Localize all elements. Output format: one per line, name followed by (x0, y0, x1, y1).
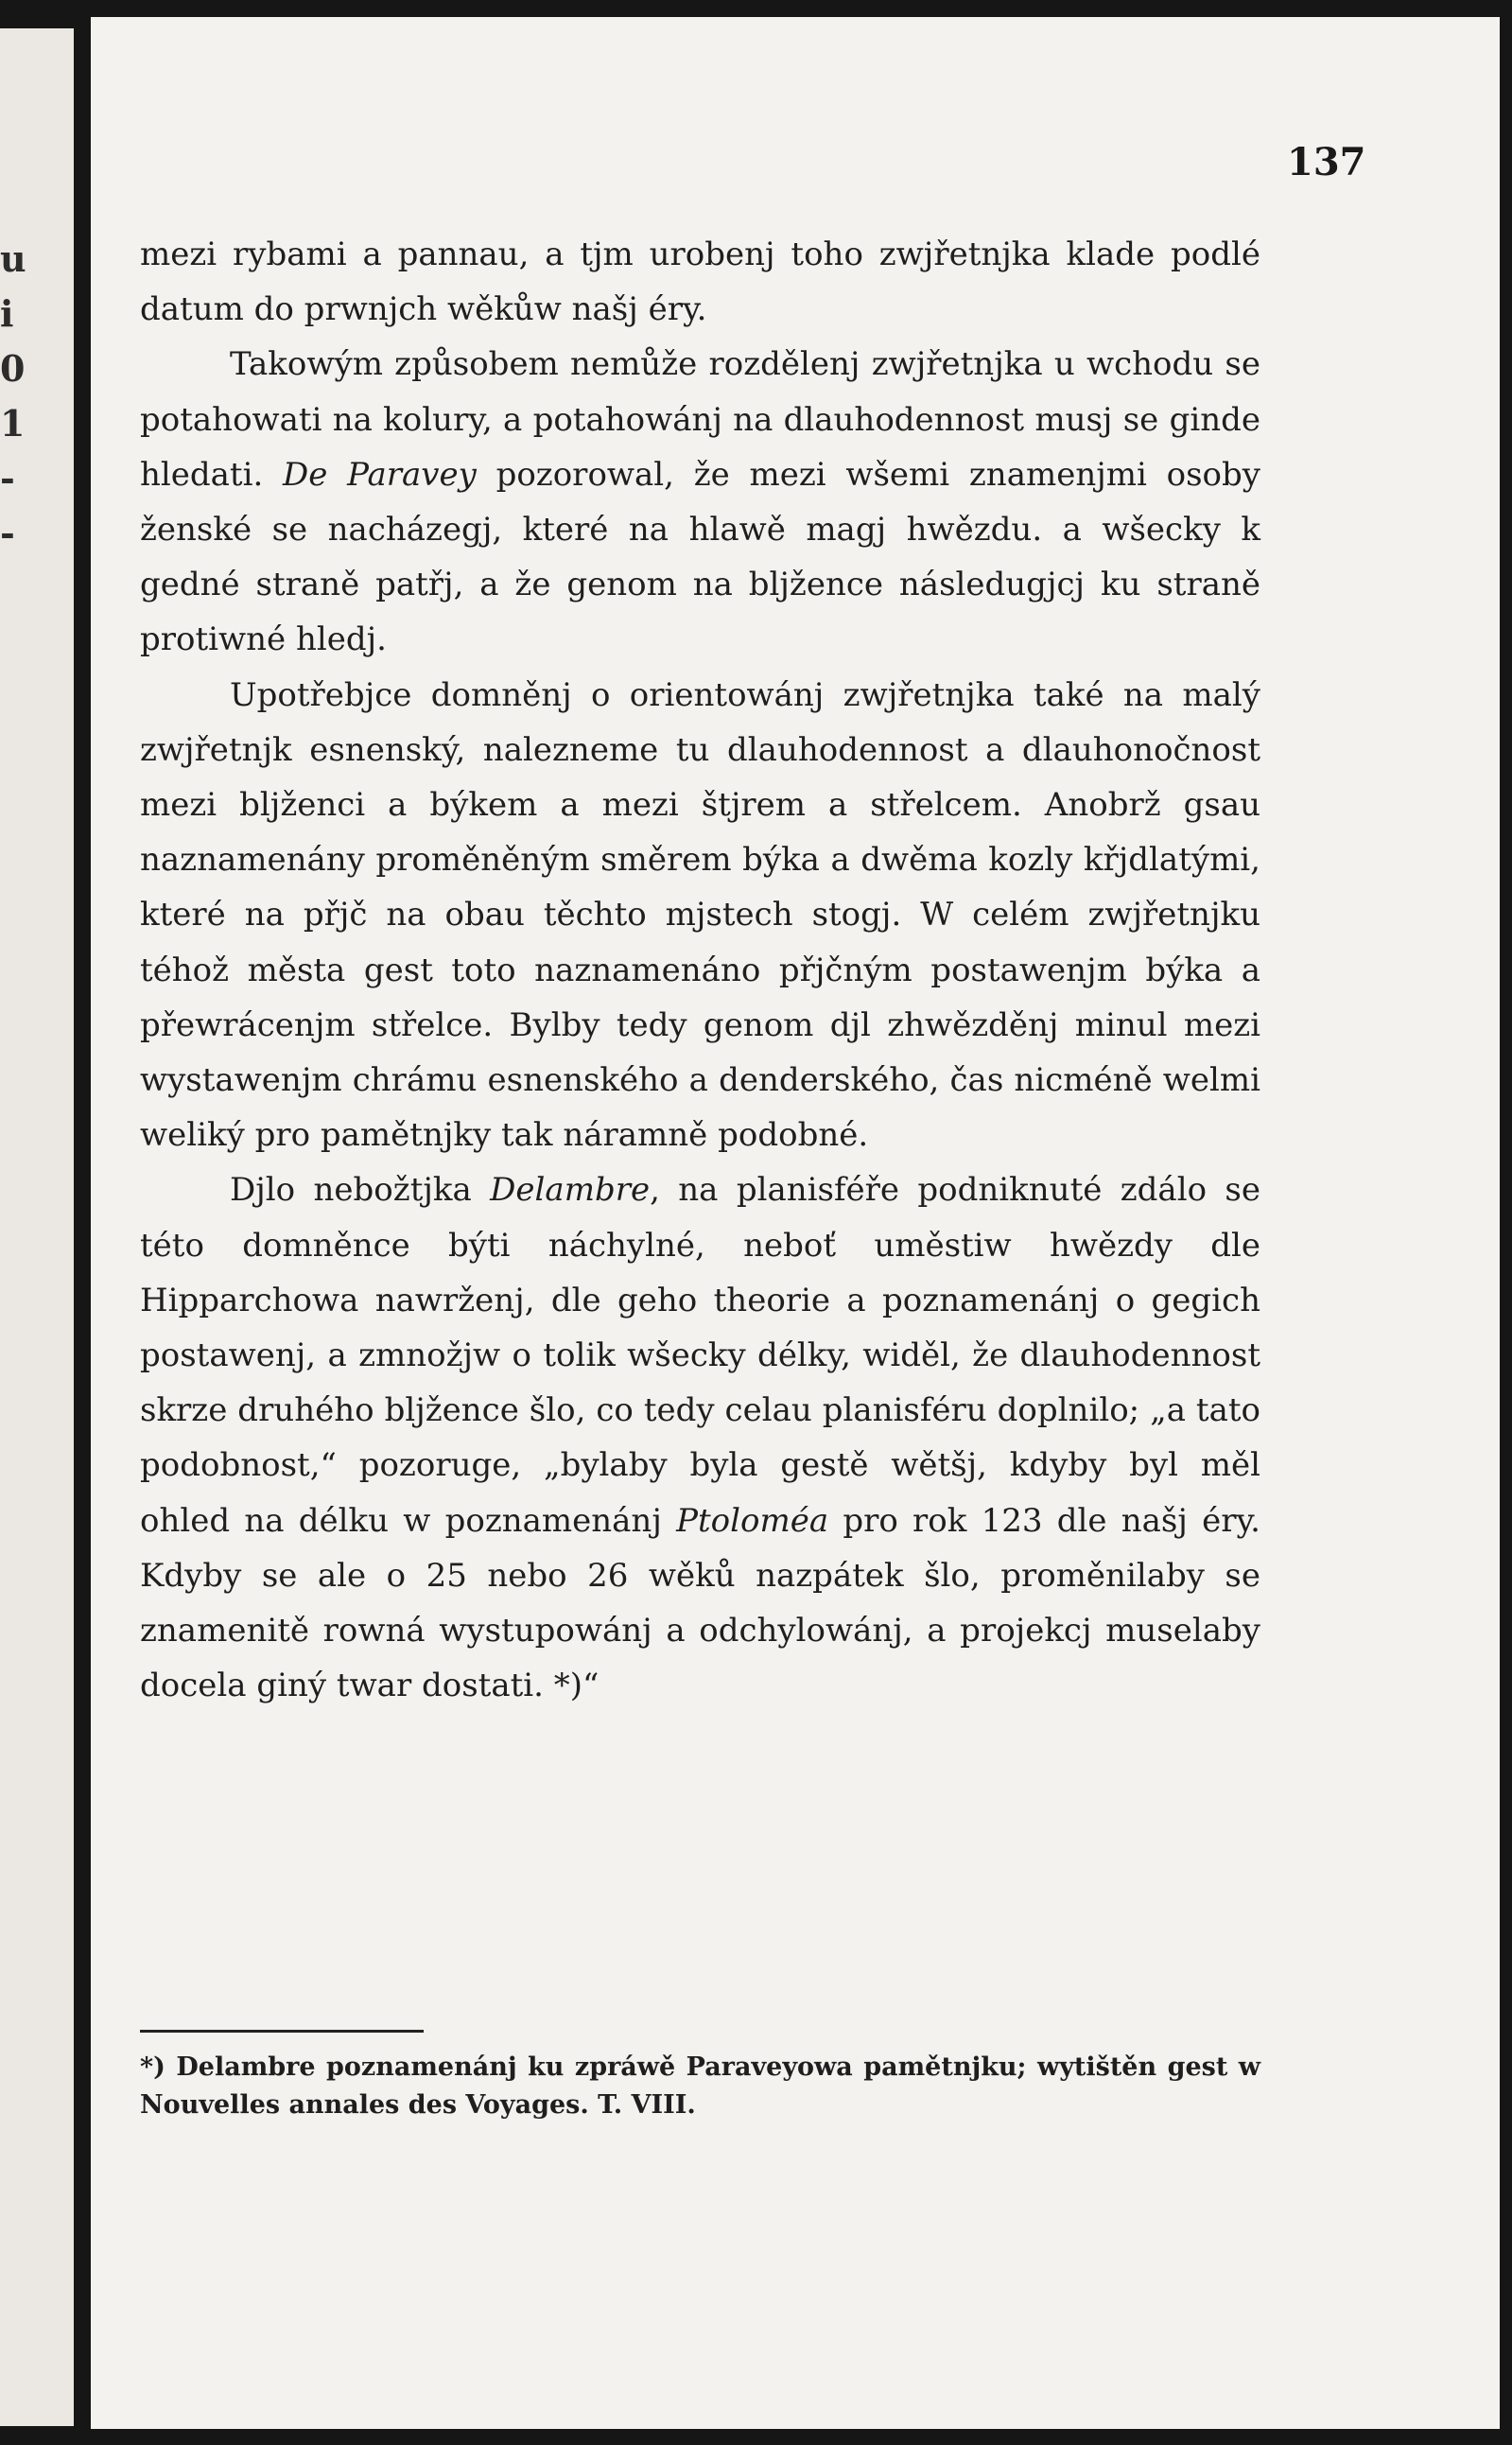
paragraph (140, 668, 1260, 1163)
paragraph (140, 1162, 1260, 1713)
page-number: 137 (1287, 140, 1366, 184)
footnote (140, 2049, 1260, 2124)
text-run: mezi rybami a pannau, a tjm urobenj toho zwjřetnjka klade podlé datum do prwnjch wěkůw našj éry. (140, 236, 1260, 329)
left-edge-glyph: 0 (0, 347, 26, 390)
left-page-edge (0, 28, 74, 2426)
italic-text-run: De Paravey (283, 455, 477, 494)
book-page (91, 17, 1500, 2429)
text-run: pro rok 123 dle našj éry. Kdyby se ale o 25 nebo 26 wěků nazpátek šlo, proměnilaby se znamenitě rowná wystupowánj a odchylowánj, a projekcj muselaby docela giný twar dostati. *)“ (140, 1501, 1260, 1705)
footnote-separator (140, 2030, 424, 2033)
left-page-edge-text (0, 232, 74, 561)
left-edge-glyph: - (0, 457, 15, 499)
text-run: Djlo nebožtjka (230, 1171, 491, 1210)
page-body (140, 227, 1260, 1713)
paragraph (140, 227, 1260, 337)
left-edge-glyph: - (0, 512, 15, 554)
text-run: Upotřebjce domněnj o orientowánj zwjřetnjka také na malý zwjřetnjk esnenský, nalezneme tu dlauhodennost a dlauhonočnost mezi bljženci a býkem a mezi štjrem a střelcem. Anobrž gsau naznamenány proměněným směrem býka a dwěma kozly křjdlatými, které na přjč na obau těchto mjstech stogj. W celém zwjřetnjku téhož města gest toto naznamenáno přjčným postawenjm býka a přewrácenjm střelce. Bylby tedy genom djl zhwězděnj minul mezi wystawenjm chrámu esnenského a denderského, čas nicméně welmi weliký pro pamětnjky tak náramně podobné. (140, 675, 1260, 1155)
text-run: pozorowal, že mezi wšemi znamenjmi osoby ženské se nacházegj, které na hlawě magj hwězdu. a wšecky k gedné straně patřj, a že genom na bljžence následugjcj ku straně protiwné hledj. (140, 455, 1260, 659)
left-edge-glyph: i (0, 292, 14, 335)
italic-text-run: Delambre (490, 1171, 651, 1210)
paragraph (140, 337, 1260, 667)
text-run: Takowým způsobem nemůže rozdělenj zwjřetnjka u wchodu se potahowati na kolury, a potahowánj na dlauhodennost musj se ginde hledati. (140, 345, 1260, 494)
text-run: , na planisféře podniknuté zdálo se této domněnce býti náchylné, neboť uměstiw hwězdy dle Hipparchowa nawrženj, dle geho theorie a poznamenánj o gegich postawenj, a zmnožjw o tolik wšecky délky, widěl, že dlauhodennost skrze druhého bljžence šlo, co tedy celau planisféru doplnilo; „a tato podobnost,“ pozoruge, „bylaby byla gestě wětšj, kdyby byl měl ohled na délku w poznamenánj (140, 1171, 1260, 1540)
footnote-text: *) Delambre poznamenánj ku zpráwě Paraveyowa pamětnjku; wytištěn gest w Nouvelles annales des Voyages. T. VIII. (140, 2052, 1260, 2120)
left-edge-glyph: 1 (0, 402, 26, 445)
left-edge-glyph: u (0, 237, 26, 280)
italic-text-run: Ptoloméa (676, 1501, 829, 1540)
